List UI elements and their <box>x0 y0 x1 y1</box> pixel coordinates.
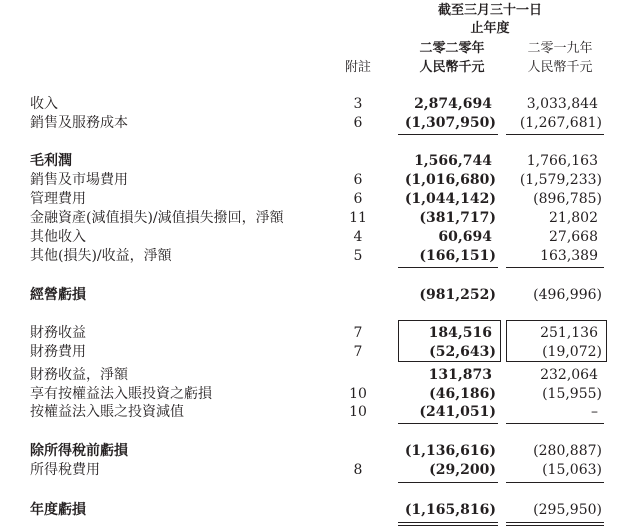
row-note-financial-asset-impairment: 11 <box>349 210 367 226</box>
column-2019-unit: 人民幣千元 <box>527 60 593 75</box>
row-label-share-of-losses: 享有按權益法入賬投資之虧損 <box>30 386 212 402</box>
row-label-loss-before-tax: 除所得稅前虧損 <box>30 443 128 459</box>
row-2019-loss-before-tax: (280,887) <box>533 443 602 459</box>
row-2020-income-tax: (29,200) <box>429 462 496 478</box>
row-label-finance-income: 財務收益 <box>30 325 86 341</box>
row-2020-cost-of-sales: (1,307,950) <box>404 115 496 131</box>
row-note-other-gains-losses: 5 <box>353 248 363 264</box>
row-2020-investment-impairment: (241,051) <box>419 404 496 420</box>
row-label-finance-costs: 財務費用 <box>30 344 86 360</box>
row-2019-loss-for-year: (295,950) <box>533 502 602 518</box>
period-heading-line2: 止年度 <box>470 21 510 36</box>
row-note-other-income: 4 <box>353 229 363 245</box>
row-2019-finance-income-net: 232,064 <box>540 367 598 383</box>
row-note-admin-expenses: 6 <box>353 191 363 207</box>
row-2020-finance-income: 184,516 <box>428 325 492 341</box>
subtotal-rule-2019 <box>506 482 604 483</box>
row-2019-admin-expenses: (896,785) <box>533 191 602 207</box>
row-2020-admin-expenses: (1,044,142) <box>404 191 496 207</box>
row-note-finance-income: 7 <box>353 325 363 341</box>
column-2020-unit: 人民幣千元 <box>419 60 485 75</box>
double-rule-bottom-2020 <box>398 525 498 526</box>
row-note-income-tax: 8 <box>353 462 363 478</box>
row-label-other-income: 其他收入 <box>30 229 86 245</box>
subtotal-rule-2019 <box>506 423 604 424</box>
row-2020-other-gains-losses: (166,151) <box>419 248 496 264</box>
row-2020-revenue: 2,874,694 <box>414 96 492 112</box>
row-2020-other-income: 60,694 <box>438 229 492 245</box>
row-2020-gross-profit: 1,566,744 <box>414 153 492 169</box>
row-2020-financial-asset-impairment: (381,717) <box>419 210 496 226</box>
row-2019-finance-costs: (19,072) <box>542 344 602 360</box>
subtotal-rule-2020 <box>398 482 498 483</box>
row-2020-operating-loss: (981,252) <box>419 287 496 303</box>
row-label-financial-asset-impairment: 金融資產(減值損失)/減值損失撥回，淨額 <box>30 210 284 226</box>
row-note-investment-impairment: 10 <box>349 404 367 420</box>
subtotal-rule-2020 <box>398 134 498 135</box>
row-label-cost-of-sales: 銷售及服務成本 <box>30 115 128 131</box>
row-note-cost-of-sales: 6 <box>353 115 363 131</box>
double-rule-top-2019 <box>506 522 604 523</box>
row-2020-finance-costs: (52,643) <box>429 344 496 360</box>
row-2019-income-tax: (15,063) <box>542 462 602 478</box>
row-2019-selling-expenses: (1,579,233) <box>519 172 602 188</box>
row-label-investment-impairment: 按權益法入賬之投資減值 <box>30 404 184 420</box>
row-2019-gross-profit: 1,766,163 <box>526 153 598 169</box>
double-rule-top-2020 <box>398 522 498 523</box>
row-2020-share-of-losses: (46,186) <box>429 386 496 402</box>
subtotal-rule-2020 <box>398 267 498 268</box>
column-2019-year: 二零一九年 <box>527 41 593 56</box>
row-note-finance-costs: 7 <box>353 344 363 360</box>
row-2019-investment-impairment: – <box>591 404 598 420</box>
row-2020-selling-expenses: (1,016,680) <box>404 172 496 188</box>
row-note-revenue: 3 <box>353 96 363 112</box>
row-2019-cost-of-sales: (1,267,681) <box>519 115 602 131</box>
row-label-revenue: 收入 <box>30 96 58 112</box>
row-2019-operating-loss: (496,996) <box>533 287 602 303</box>
row-2019-revenue: 3,033,844 <box>526 96 598 112</box>
row-2019-other-income: 27,668 <box>549 229 598 245</box>
column-2020-year: 二零二零年 <box>419 41 485 56</box>
row-2020-loss-before-tax: (1,136,616) <box>404 443 496 459</box>
row-label-other-gains-losses: 其他(損失)/收益，淨額 <box>30 248 172 264</box>
row-2019-other-gains-losses: 163,389 <box>540 248 598 264</box>
subtotal-rule-2019 <box>506 267 604 268</box>
row-label-operating-loss: 經營虧損 <box>30 287 86 303</box>
notes-column-header: 附註 <box>344 60 371 75</box>
row-2020-finance-income-net: 131,873 <box>428 367 492 383</box>
subtotal-rule-2019 <box>506 134 604 135</box>
row-label-gross-profit: 毛利潤 <box>30 153 72 169</box>
row-2020-loss-for-year: (1,165,816) <box>404 502 496 518</box>
row-label-selling-expenses: 銷售及市場費用 <box>30 172 128 188</box>
row-2019-finance-income: 251,136 <box>540 325 598 341</box>
row-2019-share-of-losses: (15,955) <box>542 386 602 402</box>
row-note-share-of-losses: 10 <box>349 386 367 402</box>
row-2019-financial-asset-impairment: 21,802 <box>549 210 598 226</box>
double-rule-bottom-2019 <box>506 525 604 526</box>
row-label-admin-expenses: 管理費用 <box>30 191 86 207</box>
row-note-selling-expenses: 6 <box>353 172 363 188</box>
period-heading-line1: 截至三月三十一日 <box>437 3 542 18</box>
row-label-loss-for-year: 年度虧損 <box>30 502 86 518</box>
subtotal-rule-2020 <box>398 423 498 424</box>
row-label-income-tax: 所得稅費用 <box>30 462 100 478</box>
row-label-finance-income-net: 財務收益，淨額 <box>30 367 128 383</box>
